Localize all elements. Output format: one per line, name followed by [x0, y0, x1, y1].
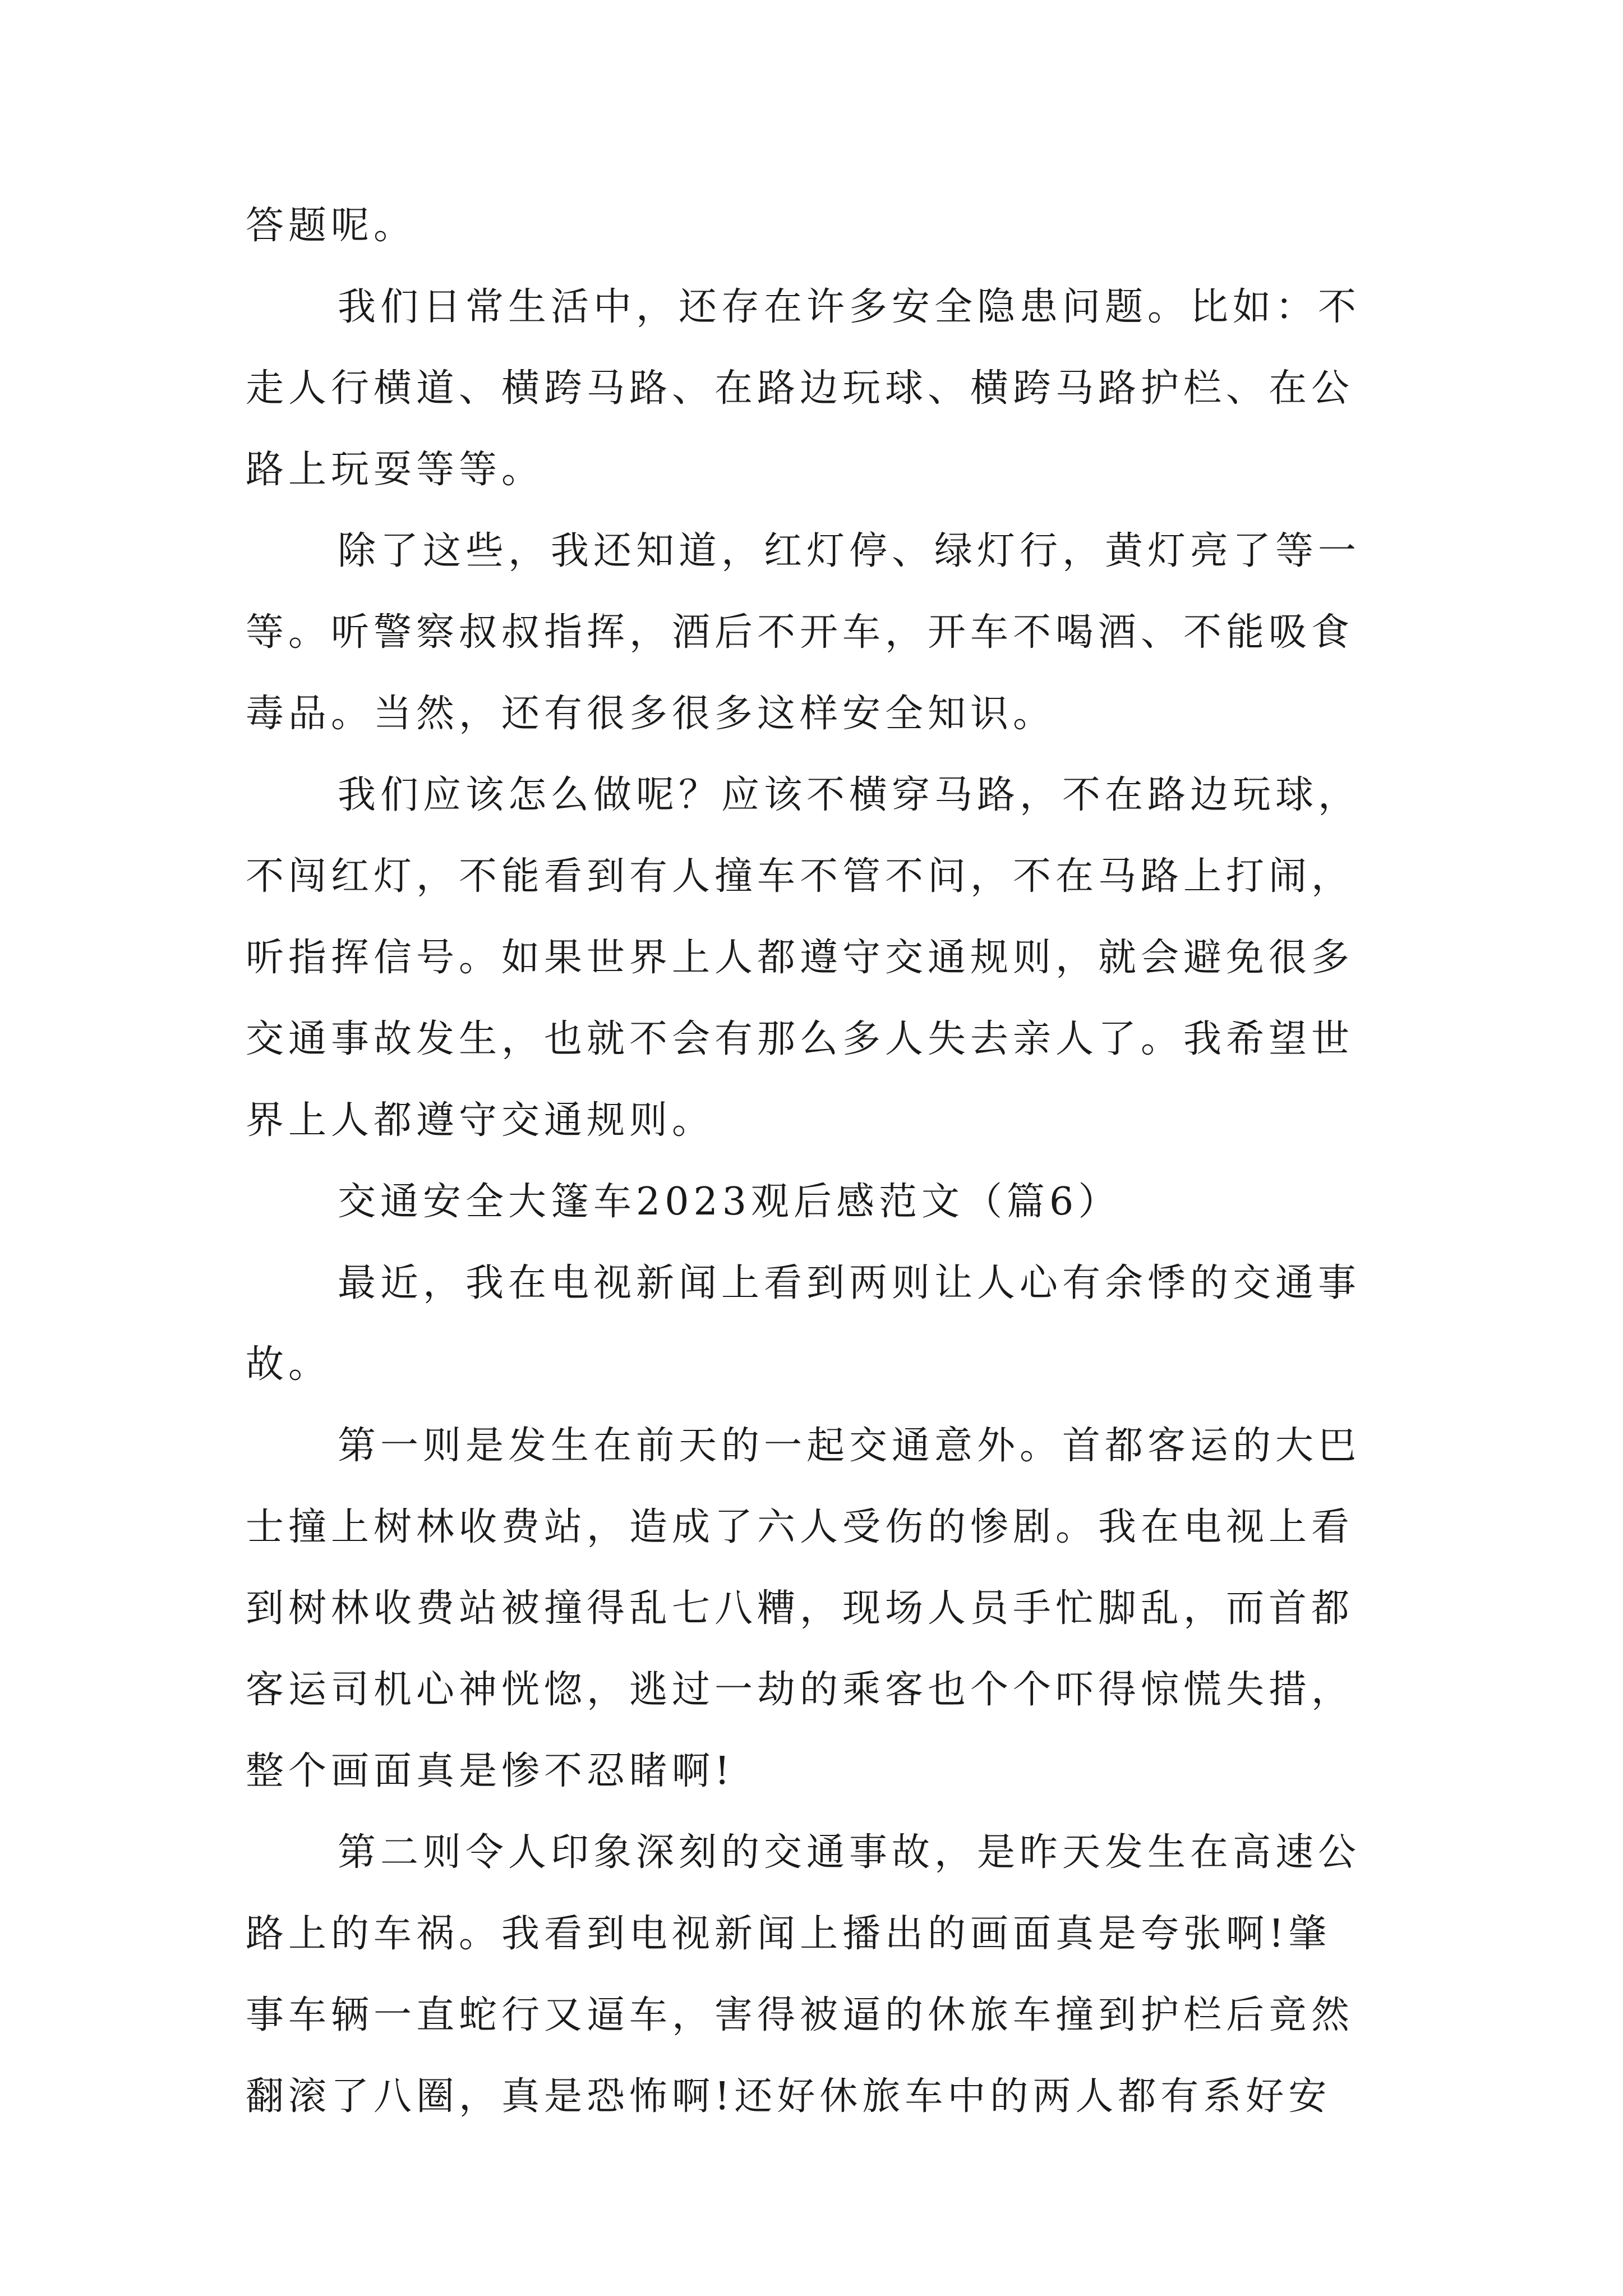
text-line: 路上玩耍等等。 — [246, 448, 545, 492]
text-line: 不闯红灯，不能看到有人撞车不管不问，不在马路上打闹， — [246, 854, 1354, 899]
paragraph-6 — [246, 1405, 1378, 1812]
text-line: 整个画面真是惨不忍睹啊! — [246, 1749, 735, 1793]
text-line: 等。听警察叔叔指挥，酒后不开车，开车不喝酒、不能吸食 — [246, 610, 1354, 655]
text-line: 事车辆一直蛇行又逼车，害得被逼的休旅车撞到护栏后竟然 — [246, 1993, 1354, 2037]
text-line: 走人行横道、横跨马路、在路边玩球、横跨马路护栏、在公 — [246, 366, 1354, 411]
text-line: 界上人都遵守交通规则。 — [246, 1098, 715, 1143]
text-line: 到树林收费站被撞得乱七八糟，现场人员手忙脚乱，而首都 — [246, 1586, 1354, 1631]
paragraph-4 — [246, 754, 1378, 1161]
text-line: 士撞上树林收费站，造成了六人受伤的惨剧。我在电视上看 — [246, 1505, 1354, 1549]
text-line: 第一则是发生在前天的一起交通意外。首都客运的大巴 — [338, 1424, 1361, 1468]
text-line: 我们日常生活中，还存在许多安全隐患问题。比如：不 — [338, 285, 1361, 329]
text-line: 毒品。当然，还有很多很多这样安全知识。 — [246, 692, 1056, 736]
paragraph-3 — [246, 510, 1378, 754]
text-line: 答题呢。 — [246, 204, 417, 248]
text-line: 第二则令人印象深刻的交通事故，是昨天发生在高速公 — [338, 1830, 1361, 1875]
paragraph-5 — [246, 1243, 1378, 1405]
text-line: 最近，我在电视新闻上看到两则让人心有余悸的交通事 — [338, 1261, 1361, 1305]
paragraph-1 — [246, 185, 1378, 266]
text-line: 故。 — [246, 1342, 331, 1387]
text-line: 除了这些，我还知道，红灯停、绿灯行，黄灯亮了等一 — [338, 529, 1361, 573]
section-heading — [246, 1161, 1378, 1243]
text-line: 交通事故发生，也就不会有那么多人失去亲人了。我希望世 — [246, 1017, 1354, 1061]
text-line: 翻滚了八圈，真是恐怖啊!还好休旅车中的两人都有系好安 — [246, 2074, 1331, 2119]
text-line: 路上的车祸。我看到电视新闻上播出的画面真是夸张啊!肇 — [246, 1912, 1331, 1956]
text-line: 我们应该怎么做呢？应该不横穿马路，不在路边玩球， — [338, 773, 1361, 817]
paragraph-7 — [246, 1812, 1378, 2137]
text-line: 客运司机心神恍惚，逃过一劫的乘客也个个吓得惊慌失措， — [246, 1668, 1354, 1712]
heading-text: 交通安全大篷车2023观后感范文（篇6） — [338, 1180, 1121, 1224]
paragraph-2 — [246, 266, 1378, 510]
document-body — [246, 185, 1378, 2137]
text-line: 听指挥信号。如果世界上人都遵守交通规则，就会避免很多 — [246, 936, 1354, 980]
